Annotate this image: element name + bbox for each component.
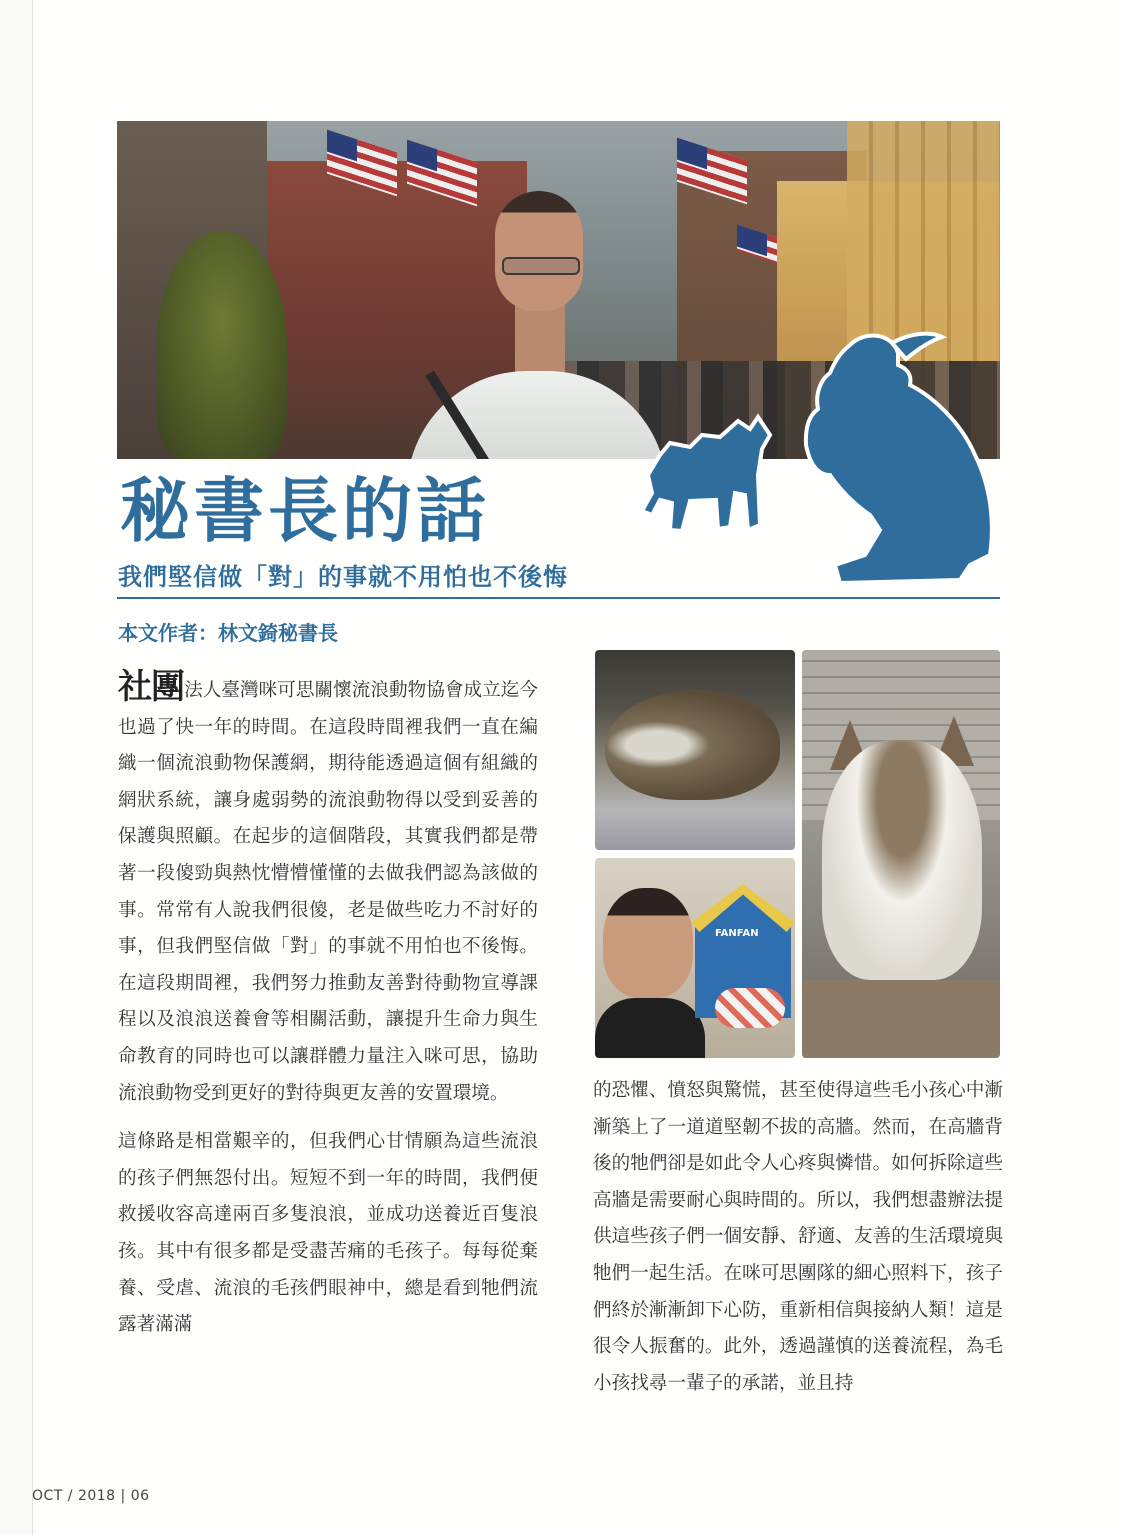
wooden-ledge bbox=[802, 980, 1000, 1058]
man-shirt bbox=[595, 998, 705, 1058]
issue-folio: OCT / 2018 | 06 bbox=[32, 1488, 150, 1504]
title-rule bbox=[117, 597, 1000, 599]
body-paragraph: 的恐懼、憤怒與驚慌，甚至使得這些毛小孩心中漸漸築上了一道道堅韌不拔的高牆。然而，在高牆背後的牠們卻是如此令人心疼與憐惜。如何拆除這些高牆是需要耐心與時間的。所以，我們想盡辦法提供這些孩子們一個安靜、舒適、友善的生活環境與牠們一起生活。在咪可思團隊的細心照料下，孩子們終於漸漸卸下心防，重新相信與接納人類！這是很令人振奮的。此外，透過謹慎的送養流程，為毛小孩找尋一輩子的承諾，並且持 bbox=[593, 1080, 1003, 1394]
article-subtitle: 我們堅信做「對」的事就不用怕也不後悔 bbox=[118, 562, 568, 591]
girl-silhouette bbox=[806, 336, 992, 583]
portrait-neck bbox=[515, 301, 565, 381]
tree bbox=[157, 231, 287, 459]
girl-and-dog-silhouette bbox=[630, 325, 1002, 587]
dog-silhouette bbox=[642, 417, 770, 531]
cat bbox=[605, 690, 780, 800]
glasses bbox=[502, 257, 580, 275]
dropcap: 社團 bbox=[118, 667, 185, 707]
photo-cat-sitting bbox=[802, 650, 1000, 1058]
body-column-right bbox=[593, 1073, 1003, 1402]
cat bbox=[822, 740, 982, 980]
article-title: 秘書長的話 bbox=[120, 469, 490, 552]
photo-man-with-pet-house bbox=[595, 858, 795, 1058]
byline: 本文作者：林文錡秘書長 bbox=[118, 621, 338, 645]
photo-cat-lying bbox=[595, 650, 795, 850]
body-paragraph: 這條路是相當艱辛的，但我們心甘情願為這些流浪的孩子們無怨付出。短短不到一年的時間，我們便救援收容高達兩百多隻浪浪，並成功送養近百隻浪孩。其中有很多都是受盡苦痛的毛孩子。每每從棄養、受虐、流浪的毛孩們眼神中，總是看到牠們流露著滿滿 bbox=[118, 1131, 538, 1336]
man-face bbox=[603, 888, 693, 998]
body-paragraph bbox=[118, 667, 538, 1112]
portrait-head bbox=[495, 191, 583, 311]
pet-house-label: FANFAN bbox=[715, 928, 759, 939]
paragraph-text: 法人臺灣咪可思關懷流浪動物協會成立迄今也過了快一年的時間。在這段時間裡我們一直在編織一個流浪動物保護網，期待能透過這個有組織的網狀系統，讓身處弱勢的流浪動物得以受到妥善的保護與照顧。在起步的這個階段，其實我們都是帶著一段傻勁與熱忱懵懵懂懂的去做我們認為該做的事。常常有人說我們很傻，老是做些吃力不討好的事，但我們堅信做「對」的事就不用怕也不後悔。在這段期間裡，我們努力推動友善對待動物宣導課程以及浪浪送養會等相關活動，讓提升生命力與生命教育的同時也可以讓群體力量注入咪可思，協助流浪動物受到更好的對待與更友善的安置環境。 bbox=[118, 680, 538, 1104]
body-column-left bbox=[118, 667, 538, 1344]
pet-cushion bbox=[715, 988, 785, 1028]
